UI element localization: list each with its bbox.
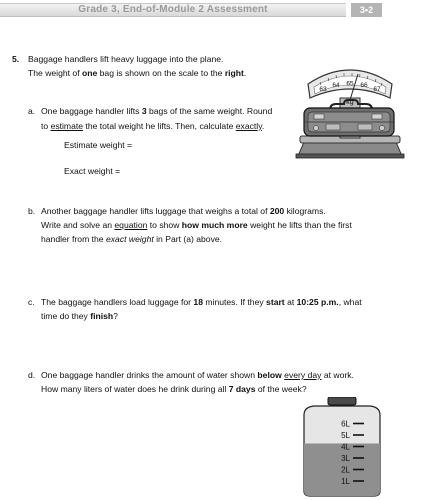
jug-mark-label: 1L [341, 477, 350, 486]
part-a-line2: to estimate the total weight he lifts. Then, calculate exactly. [41, 121, 265, 131]
problem-intro-line1: Baggage handlers lift heavy luggage into the plane. [28, 54, 224, 64]
scale-tick-64: 64 [332, 82, 340, 89]
module-badge: 3•2 [351, 3, 382, 17]
part-a-label: a. [28, 106, 36, 116]
part-c-line1: The baggage handlers load luggage for 18 minutes. If they start at 10:25 p.m., what [41, 297, 362, 307]
scale-tick-66: 66 [360, 82, 368, 89]
part-c-line2: time do they finish? [41, 311, 118, 321]
jug-cap [328, 397, 356, 405]
jug-mark-label: 6L [341, 419, 350, 429]
page-header [0, 0, 424, 22]
water-jug-illustration [292, 397, 392, 497]
part-b-label: b. [28, 206, 36, 216]
part-c-label: c. [28, 297, 35, 307]
part-a-line1: One baggage handler lifts 3 bags of the same weight. Round [41, 106, 273, 116]
scale-tick-65: 65 [346, 80, 354, 88]
part-b-line2: Write and solve an equation to show how much more weight he lifts than the first [41, 220, 352, 230]
jug-mark-label: 2L [341, 465, 350, 475]
problem-intro-line2: The weight of one bag is shown on the scale to the right. [28, 68, 247, 78]
exact-weight-label: Exact weight = [64, 166, 121, 176]
part-b-line3: handler from the exact weight in Part (a) above. [41, 234, 223, 244]
part-b-line1: Another baggage handler lifts luggage that weighs a total of 200 kilograms. [41, 206, 326, 216]
scale-tick-63: 63 [319, 86, 327, 93]
jug-mark-label: 3L [341, 454, 350, 463]
problem-number: 5. [12, 54, 20, 64]
part-d-line1: One baggage handler drinks the amount of water shown below every day at work. [41, 370, 354, 380]
part-d-label: d. [28, 370, 36, 380]
part-d-line2: How many liters of water does he drink during all 7 days of the week? [41, 384, 307, 394]
estimate-weight-label: Estimate weight = [64, 140, 133, 150]
header-title: Grade 3, End-of-Module 2 Assessment [78, 4, 268, 15]
luggage-scale-illustration [290, 60, 410, 160]
scale-unit-kg: kg [346, 99, 354, 106]
jug-mark-label: 4L [341, 442, 350, 452]
scale-tick-67: 67 [373, 86, 381, 93]
jug-mark-label: 5L [341, 431, 350, 440]
